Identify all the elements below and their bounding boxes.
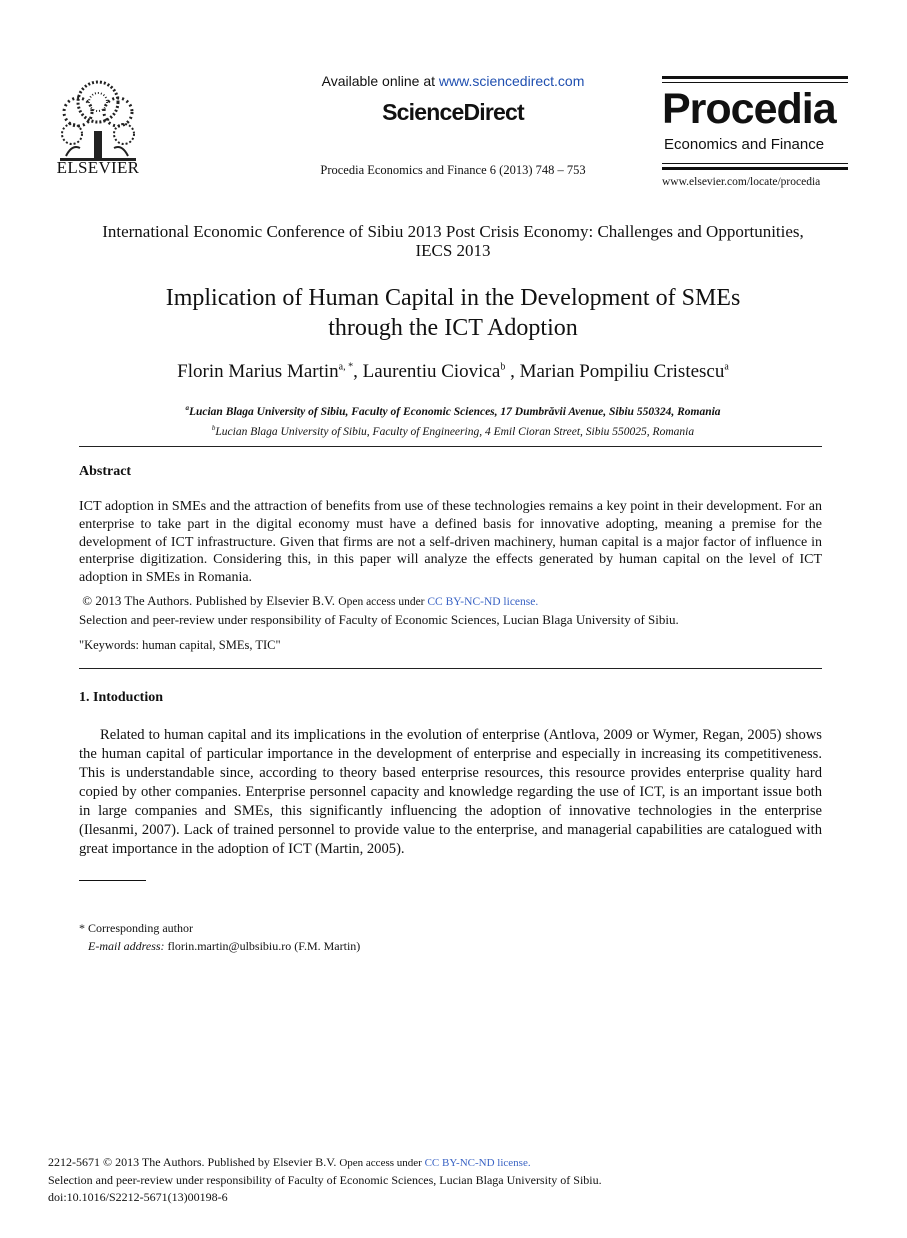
brand-rule	[662, 76, 848, 79]
journal-url-link[interactable]: www.elsevier.com/locate/procedia	[662, 176, 821, 188]
keywords: "Keywords: human capital, SMEs, TIC"	[79, 638, 281, 652]
corresponding-author-label: Corresponding author	[85, 921, 193, 935]
journal-subtitle: Economics and Finance	[664, 136, 825, 153]
journal-citation: Procedia Economics and Finance 6 (2013) 748 – 753	[320, 163, 586, 177]
email-note	[88, 939, 360, 954]
email-label: E-mail address:	[88, 939, 165, 953]
author-name: Florin Marius Martin	[177, 361, 339, 382]
title-line: Implication of Human Capital in the Development of SMEs	[165, 285, 741, 311]
peer-review-note: Selection and peer-review under responsibility of Faculty of Economic Sciences, Lucian Blaga University of Sibiu.	[48, 1173, 602, 1187]
affiliation-list	[80, 400, 826, 440]
section-paragraph: Related to human capital and its implications in the evolution of enterprise (Antlova, 2009 or Wymer, Regan, 2005) shows the human capital of particular importance in the development of enterprise and especially in increasing its competitiveness. This is understandable since, according to theory based enterprise resources, this resource provides enterprise quality hard copied by other companies. Enterprise personnel capacity and knowledge regarding the use of ICT, is an important issue both in large companies and SMEs, this significantly influencing the adoption of innovative technologies in the enterprise (Ilesanmi, 2007). Lack of trained personnel to provide value to the enterprise, and managerial capabilities are catalogued with great importance in the adoption of ICT (Martin, 2005).	[79, 727, 822, 857]
brand-rule	[662, 163, 848, 164]
corresponding-author-note	[79, 921, 193, 936]
paper-title	[80, 283, 826, 343]
copyright-text: © 2013 The Authors. Published by Elsevier B.V.	[82, 593, 339, 608]
author-list: Florin Marius Martin$^{a, *}$, Laurentiu Ciovica$^b$ , Marian Pompiliu Cristescu$^a$	[177, 361, 729, 382]
doi[interactable]: doi:10.1016/S2212-5671(13)00198-6	[48, 1190, 228, 1204]
abstract-body: ICT adoption in SMEs and the attraction of benefits from use of these technologies remains a key point in their development. For an enterprise to take part in the digital economy must have a defined basis for innovative adopting, meaning a premise for the development of ICT infrastructure. Given that firms are not a self-driven machinery, human capital is a major factor of influence in enterprise digitization. Considering this, in this paper will analyze the effects generated by human capital on the level of ICT adoption in SMEs in Romania.	[79, 499, 822, 586]
section-divider	[79, 668, 822, 669]
sciencedirect-logo: ScienceDirect	[382, 99, 524, 125]
author-name: Laurentiu Ciovica	[362, 361, 501, 382]
license-link[interactable]: CC BY-NC-ND license.	[424, 1157, 531, 1169]
open-access-label: Open access under	[339, 1157, 425, 1169]
author-affiliation-mark: a, *	[338, 361, 354, 373]
affiliation-item	[80, 400, 826, 420]
page-footer	[48, 1154, 868, 1206]
available-online-label: Available online at	[321, 73, 439, 89]
email-address: florin.martin@ulbsibiu.ro (F.M. Martin)	[164, 939, 361, 953]
author-affiliation-mark: b	[500, 361, 506, 373]
title-line: through the ICT Adoption	[328, 315, 578, 341]
affiliation-text: Lucian Blaga University of Sibiu, Faculty of Economic Sciences, 17 Dumbrăvii Avenue, Sibiu 550324, Romania	[188, 405, 721, 418]
section-heading: 1. Intoduction	[79, 690, 164, 705]
footnote-rule	[79, 880, 146, 881]
license-link[interactable]: CC BY-NC-ND license.	[427, 596, 539, 608]
brand-rule	[662, 167, 848, 170]
peer-review-note: Selection and peer-review under responsibility of Faculty of Economic Sciences, Lucian Blaga University of Sibiu.	[79, 612, 679, 627]
affiliation-text: Lucian Blaga University of Sibiu, Faculty of Engineering, 4 Emil Cioran Street, Sibiu 550025, Romania	[215, 425, 695, 438]
issn-copyright: 2212-5671 © 2013 The Authors. Published by Elsevier B.V.	[48, 1155, 340, 1169]
conference-name: International Economic Conference of Sibiu 2013 Post Crisis Economy: Challenges and Opportunities, IECS 2013	[102, 222, 804, 260]
affiliation-mark: a	[185, 404, 189, 412]
abstract-heading: Abstract	[79, 464, 132, 479]
author-name: Marian Pompiliu Cristescu	[519, 361, 725, 382]
open-access-label: Open access under	[338, 596, 428, 608]
journal-brand-logo: Procedia	[662, 85, 836, 133]
brand-rule	[662, 82, 848, 83]
footnote-marker: *	[79, 921, 85, 935]
copyright-notice	[79, 592, 822, 628]
sciencedirect-link[interactable]: www.sciencedirect.com	[438, 73, 585, 89]
publisher-wordmark: ELSEVIER	[56, 158, 140, 177]
affiliation-item	[80, 420, 826, 440]
affiliation-mark: b	[211, 423, 216, 432]
available-online-line	[200, 73, 706, 89]
section-divider	[79, 446, 822, 447]
author-affiliation-mark: a	[724, 361, 729, 373]
